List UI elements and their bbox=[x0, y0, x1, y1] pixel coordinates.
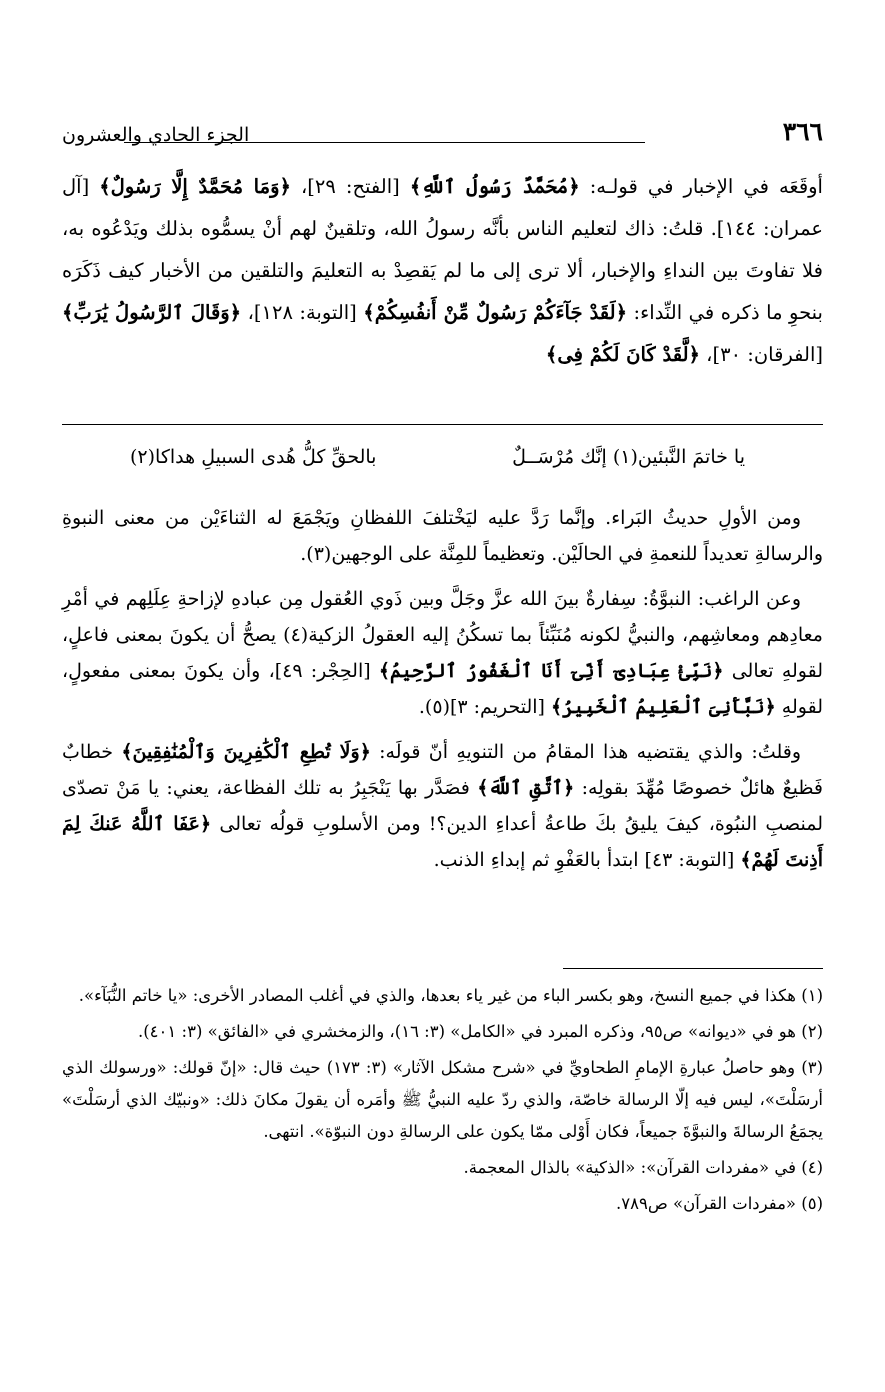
main-paragraph bbox=[62, 166, 823, 376]
quran-quote: ﴿ٱتَّقِ ٱللَّهَ﴾ bbox=[477, 777, 575, 799]
footnotes bbox=[62, 980, 823, 1224]
paragraph-bara: ومن الأولِ حديثُ البَراء. وإنَّما رَدَّ عليه ليَخْتلفَ اللفظانِ ويَجْمَعَ له الثناءَيْن من معنى النبوةِ والرسالةِ تعديداً للنعمةِ في الحالَيْن. وتعظيماً للمِنَّة على الوجهين(٣). bbox=[62, 507, 823, 565]
text-span: أوقَعَه في الإخبار في قولـه: bbox=[579, 175, 823, 198]
quran-quote: ﴿لَقَدْ جَآءَكُمْ رَسُولٌ مِّنْ أَنفُسِكُمْ﴾ bbox=[363, 301, 628, 324]
body-text bbox=[62, 500, 823, 891]
quran-quote: ﴿وَمَا مُحَمَّدٌ إِلَّا رَسُولٌ﴾ bbox=[99, 175, 291, 198]
quran-quote: ﴿وَقَالَ ٱلرَّسُولُ يَٰرَبِّ﴾ bbox=[62, 301, 242, 324]
paragraph-qultu bbox=[62, 734, 823, 878]
quran-quote: ﴿لَّقَدْ كَانَ لَكُمْ فِى﴾ bbox=[545, 343, 700, 366]
text-span: [الفتح: ٢٩]، bbox=[290, 175, 410, 198]
text-span: فصَدَّر بها يَنْجَبِرُ به تلك الفظاعة، يعني: يا مَنْ تصدّى لمنصبِ النبُوة، كيفَ يليقُ بكَ طاعةُ أعداءِ الدين؟! ومن الأسلوبِ قولُه تعالى bbox=[62, 777, 823, 835]
text-span: [التوبة: ١٢٨]، bbox=[241, 301, 364, 324]
text-span: [آل عمران: ١٤٤]. قلتُ: ذاك لتعليم الناس بأنَّه رسولُ الله، وتلقينٌ لهم أنْ يسمُّوه بذلك ويَدْعُوه به، فلا تفاوتَ بين النداءِ والإخبار، ألا ترى إلى ما لم يَقصِدْ به التعليمَ والتلقين من الأخبار كيف ذَكَرَه بنحوِ ما ذكره في النِّداء: bbox=[62, 175, 823, 324]
footnote-1: (١) هكذا في جميع النسخ، وهو بكسر الباء من غير ياء بعدها، والذي في أغلب المصادر الأخرى: «يا خاتم النُّبَآء». bbox=[78, 986, 823, 1005]
text-span: [الفرقان: ٣٠]، bbox=[699, 343, 823, 366]
quran-quote: ﴿عَفَا ٱللَّهُ عَنكَ لِمَ أَذِنتَ لَهُمْ﴾ bbox=[62, 813, 823, 871]
footnote-2: (٢) هو في «ديوانه» ص٩٥، وذكره المبرد في «الكامل» (٣: ١٦)، والزمخشري في «الفائق» (٣: ٤٠١). bbox=[137, 1022, 823, 1041]
footnote-rule bbox=[563, 968, 823, 969]
text-span: [التحريم: ٣](٥). bbox=[418, 696, 551, 718]
text-span: وقلتُ: والذي يقتضيه هذا المقامُ من التنويهِ أنّ قولَه: bbox=[370, 741, 801, 763]
quran-quote: ﴿مُحَمَّدٌ رَسُولُ ٱللَّهِ﴾ bbox=[409, 175, 580, 198]
poem-hemistich-left: بالحقِّ كلُّ هُدى السبيلِ هداكا(٢) bbox=[130, 446, 377, 468]
page-number: ٣٦٦ bbox=[782, 117, 823, 146]
paragraph-raghib bbox=[62, 581, 823, 725]
quran-quote: ﴿نَبَّأَنِىَ ٱلْعَلِيمُ ٱلْخَبِيرُ﴾ bbox=[551, 696, 776, 718]
footnote-5: (٥) «مفردات القرآن» ص٧٨٩. bbox=[616, 1194, 823, 1213]
running-title: الجزء الحادي والعشرون bbox=[62, 124, 250, 146]
text-span: وعن الراغب: النبوَّةُ: سِفارةٌ بينَ الله عزَّ وجَلَّ وبين ذَوي العُقول مِن عبادهِ لإزاحةِ عِلَلِهم في أمْرِ معادِهم ومعاشِهم، والنبيُّ لكونه مُنَبِّئاً بما تسكُنُ إليه العقولُ الزكية(٤) يصحُّ أن يكونَ بمعنى فاعلٍ، لقولهِ تعالى bbox=[62, 588, 824, 682]
text-span: [الحِجْر: ٤٩]، وأن يكونَ بمعنى مفعولٍ، لقولهِ bbox=[62, 660, 823, 718]
poem-verse bbox=[130, 446, 745, 468]
poem-hemistich-right: يا خاتمَ النَّبئين(١) إنَّك مُرْسَــلٌ bbox=[512, 446, 745, 468]
page-header bbox=[62, 112, 823, 146]
quran-quote: ﴿وَلَا تُطِعِ ٱلْكَٰفِرِينَ وَٱلْمُنَٰفِقِينَ﴾ bbox=[121, 741, 371, 763]
text-span: [التوبة: ٤٣] ابتدأ بالعَفْوِ ثم إبداءِ الذنب. bbox=[433, 849, 741, 871]
section-divider bbox=[62, 424, 823, 425]
footnote-4: (٤) في «مفردات القرآن»: «الذكية» بالذال المعجمة. bbox=[463, 1158, 823, 1177]
text-span: خطابٌ فَظيعٌ هائلٌ خصوصًا مُهِّدَ بقولِه: bbox=[62, 741, 823, 799]
quran-quote: ﴿نَبِّئْ عِبَادِىٓ أَنِّىٓ أَنَا ٱلْغَفُورُ ٱلرَّحِيمُ﴾ bbox=[378, 660, 724, 682]
footnote-3: (٣) وهو حاصلُ عبارةِ الإمامِ الطحاويِّ في «شرح مشكل الآثار» (٣: ١٧٣) حيث قال: «إنّ قولك: «ورسولك الذي أرسَلْتَ»، ليس فيه إلّا الرسالة خاصّة، والذي ردّ عليه النبيُّ ﷺ وأمَره أن يقولَ مكانَ ذلك: «ونبيّك الذي أرسَلْتَ» يجمَعُ الرسالةَ والنبوَّةَ جميعاً، فكان أَوْلى ممّا يكون على الرسالةِ دون النبوّة». انتهى. bbox=[62, 1058, 824, 1141]
header-rule bbox=[124, 142, 645, 143]
main-text bbox=[62, 166, 823, 376]
